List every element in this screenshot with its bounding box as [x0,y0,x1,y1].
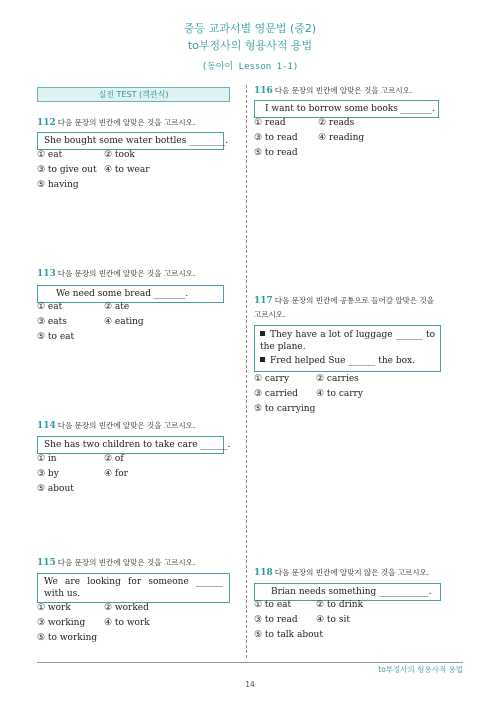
question-112-sentence: She bought some water bottles ________. [37,132,224,150]
question-117-sentences [254,325,441,372]
option[interactable]: ④ to carry [316,389,363,399]
question-number: 114 [37,421,56,431]
sentence-item [260,329,435,353]
option[interactable]: ⑤ to carrying [254,404,316,414]
option[interactable]: ① work [37,603,71,613]
question-118-prompt [254,567,429,579]
bullet-square-icon [260,331,265,336]
option[interactable]: ① read [254,118,286,128]
header-lesson: (동아이 Lesson 1-1) [201,62,299,72]
option[interactable]: ③ by [37,469,59,479]
option[interactable]: ④ reading [318,133,365,143]
sentence-text: They have a lot of luggage ______ to the plane. [260,330,435,352]
question-number: 118 [254,568,273,578]
question-text: 다음 문장의 빈칸에 알맞은 것을 고르시오. [274,86,413,95]
option[interactable]: ④ to sit [316,615,350,625]
question-text: 다음 문장의 빈칸에 알맞은 것을 고르시오. [57,118,196,127]
header-topic: to부정사의 형용사적 용법 [187,39,313,52]
sentence-item [260,355,435,367]
question-112-prompt [37,117,195,129]
option[interactable]: ① eat [37,150,63,160]
option[interactable]: ⑤ to talk about [254,630,323,640]
section-label: 실전 TEST (객관식) [37,87,230,102]
option[interactable]: ③ carried [254,389,298,399]
question-114-prompt [37,420,195,432]
question-115-sentence: We are looking for someone ______ with us. [37,573,230,603]
option[interactable]: ② took [104,150,135,160]
question-text: 다음 문장의 빈칸에 알맞은 것을 고르시오. [57,558,196,567]
option[interactable]: ⑤ about [37,484,74,494]
question-116-prompt [254,85,412,97]
question-number: 116 [254,86,273,96]
option[interactable]: ① in [37,454,57,464]
column-divider [246,85,247,658]
footer-divider [37,662,463,663]
option[interactable]: ① to eat [254,600,292,610]
question-117-prompt-cont: 고르시오. [254,310,286,319]
question-113-prompt [37,268,195,280]
option[interactable]: ③ to give out [37,165,97,175]
question-116-sentence: I want to borrow some books _______. [254,100,439,118]
option[interactable]: ③ to read [254,615,298,625]
option[interactable]: ⑤ having [37,180,79,190]
option[interactable]: ⑤ to working [37,633,98,643]
question-text: 다음 문장의 빈칸에 알맞은 것을 고르시오. [57,269,196,278]
question-number: 112 [37,118,56,128]
question-118-sentence: Brian needs something ___________. [254,583,441,601]
question-114-sentence: She has two children to take care ______. [37,436,224,454]
question-number: 113 [37,269,56,279]
header-title: 중등 교과서별 영문법 (중2) [183,22,317,35]
option[interactable]: ⑤ to eat [37,332,75,342]
option[interactable]: ② ate [104,302,130,312]
question-number: 115 [37,558,56,568]
option[interactable]: ③ working [37,618,86,628]
question-117-prompt [254,295,434,307]
option[interactable]: ① eat [37,302,63,312]
option[interactable]: ④ eating [104,317,144,327]
option[interactable]: ② worked [104,603,149,613]
question-text: 다음 문장의 빈칸에 알맞은 것을 고르시오. [57,421,196,430]
option[interactable]: ② to drink [316,600,364,610]
option[interactable]: ⑤ to read [254,148,298,158]
bullet-square-icon [260,357,265,362]
option[interactable]: ③ eats [37,317,67,327]
option[interactable]: ② carries [316,374,359,384]
option[interactable]: ① carry [254,374,290,384]
sentence-text: Fred helped Sue ______ the box. [270,356,415,366]
question-number: 117 [254,296,273,306]
option[interactable]: ② of [104,454,124,464]
option[interactable]: ④ to work [104,618,150,628]
option[interactable]: ④ to wear [104,165,150,175]
page-number: 14 [245,680,255,689]
question-text: 다음 문장의 빈칸에 알맞지 않은 것을 고르시오. [274,568,430,577]
footer-topic: to부정사의 형용사적 용법 [378,665,463,674]
question-113-sentence: We need some bread _______. [37,285,224,303]
option[interactable]: ③ to read [254,133,298,143]
option[interactable]: ④ for [104,469,128,479]
question-text: 다음 문장의 빈칸에 공통으로 들어갈 알맞은 것을 [274,296,434,305]
question-115-prompt [37,557,195,569]
option[interactable]: ② reads [318,118,355,128]
